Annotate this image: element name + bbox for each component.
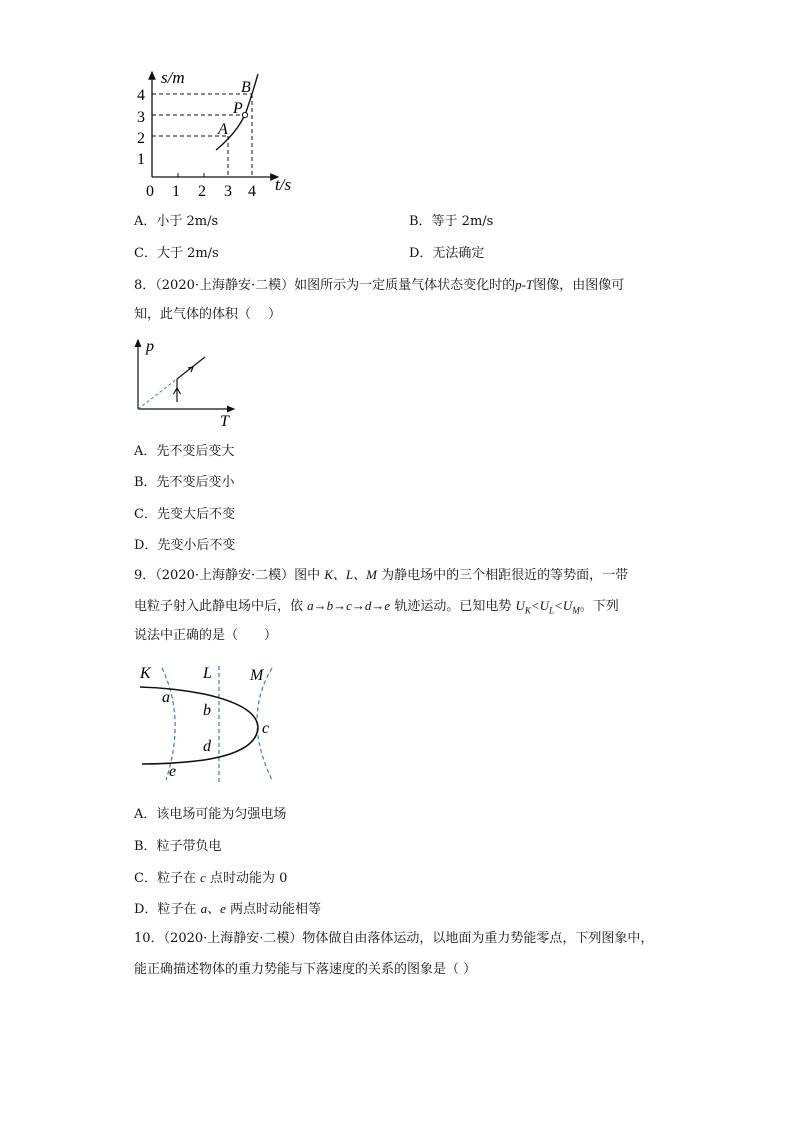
q9-stem2-mid: 轨迹运动。已知电势 <box>390 599 516 614</box>
q9-option-d-var: a、e <box>200 901 226 916</box>
q8-stem-line1 <box>134 276 624 295</box>
q9-option-c-suffix: 点时动能为 0 <box>205 871 288 886</box>
q7-x-tick: 3 <box>224 183 232 200</box>
q7-point-p <box>242 112 247 117</box>
q7-option-d: D．无法确定 <box>409 246 485 261</box>
q9-stem-line2 <box>134 597 619 620</box>
q8-dashed-origin-line <box>138 379 177 409</box>
q9-option-a: A．该电场可能为匀强电场 <box>134 807 287 822</box>
q9-point-label-c: c <box>262 720 270 737</box>
q9-option-d-suffix: 两点时动能相等 <box>225 902 321 917</box>
q9-trajectory <box>140 687 258 764</box>
q9-point-label-d: d <box>203 738 211 755</box>
q7-option-a: A．小于 2m/s <box>134 214 219 229</box>
q7-y-axis-label: s/m <box>161 68 185 87</box>
q8-option-b: B．先不变后变小 <box>134 475 235 490</box>
q9-option-c-var: c <box>200 870 206 885</box>
q8-option-c: C．先变大后不变 <box>134 507 235 522</box>
q9-stem2-path: a→b→c→d→e <box>307 598 391 613</box>
q9-surface-label-l: L <box>203 665 212 682</box>
q9-point-label-b: b <box>203 702 211 719</box>
q10-stem-line1: 10．（2020·上海静安·二模）物体做自由落体运动，以地面为重力势能零点，下列图象中， <box>134 931 654 946</box>
q9-stem-line3: 说法中正确的是（ ） <box>134 628 278 643</box>
q7-y-tick: 4 <box>137 87 145 104</box>
q7-point-label-a: A <box>218 121 228 138</box>
q8-option-d: D．先变小后不变 <box>134 538 236 553</box>
q8-x-axis-label: T <box>220 413 229 430</box>
q9-surface-label-m: M <box>250 667 264 684</box>
q8-pt-graph <box>128 334 238 430</box>
q8-stem-var: p-T <box>515 277 534 292</box>
q7-x-tick: 0 <box>146 183 154 200</box>
q9-field-diagram <box>134 656 294 786</box>
q9-stem2-end: 。下列 <box>579 599 619 614</box>
q9-option-c <box>134 869 287 888</box>
q8-y-axis-label: p <box>146 338 154 355</box>
q9-stem-suffix: 为静电场中的三个相距很近的等势面，一带 <box>377 568 629 583</box>
q7-y-tick: 3 <box>137 109 145 126</box>
q9-stem-prefix: 9．（2020·上海静安·二模）图中 <box>134 568 325 583</box>
q9-option-d-prefix: D．粒子在 <box>134 902 201 917</box>
q7-st-graph <box>130 62 310 202</box>
q9-stem-vars: K、L、M <box>324 567 377 582</box>
q7-x-axis-label: t/s <box>275 175 292 194</box>
q7-point-label-b: B <box>241 79 251 96</box>
q9-point-label-e: e <box>169 763 177 780</box>
q8-stem-suffix: 图像，由图像可 <box>533 278 625 293</box>
q9-potential-condition: $U_K<U_L<U_M$ <box>515 598 580 616</box>
q7-y-tick: 1 <box>137 151 145 168</box>
q7-x-tick: 1 <box>172 183 180 200</box>
q10-stem-line2: 能正确描述物体的重力势能与下落速度的关系的图象是（ ） <box>134 962 477 977</box>
q8-stem-prefix: 8．（2020·上海静安·二模）如图所示为一定质量气体状态变化时的 <box>134 278 516 293</box>
q9-stem2-prefix: 电粒子射入此静电场中后，依 <box>134 599 308 614</box>
q7-x-tick: 4 <box>248 183 256 200</box>
q9-stem-line1 <box>134 566 628 585</box>
q7-y-tick: 2 <box>137 130 145 147</box>
q7-option-c: C．大于 2m/s <box>134 246 219 261</box>
q8-option-a: A．先不变后变大 <box>134 444 235 459</box>
q7-x-tick: 2 <box>198 183 206 200</box>
q9-surface-label-k: K <box>140 665 151 682</box>
q9-option-d <box>134 900 321 919</box>
q9-point-label-a: a <box>162 689 170 706</box>
q9-option-c-prefix: C．粒子在 <box>134 871 201 886</box>
q7-point-label-p: P <box>233 100 243 117</box>
q8-stem-line2: 知，此气体的体积（ ） <box>134 307 282 322</box>
q7-option-b: B．等于 2m/s <box>409 214 494 229</box>
q9-option-b: B．粒子带负电 <box>134 839 222 854</box>
